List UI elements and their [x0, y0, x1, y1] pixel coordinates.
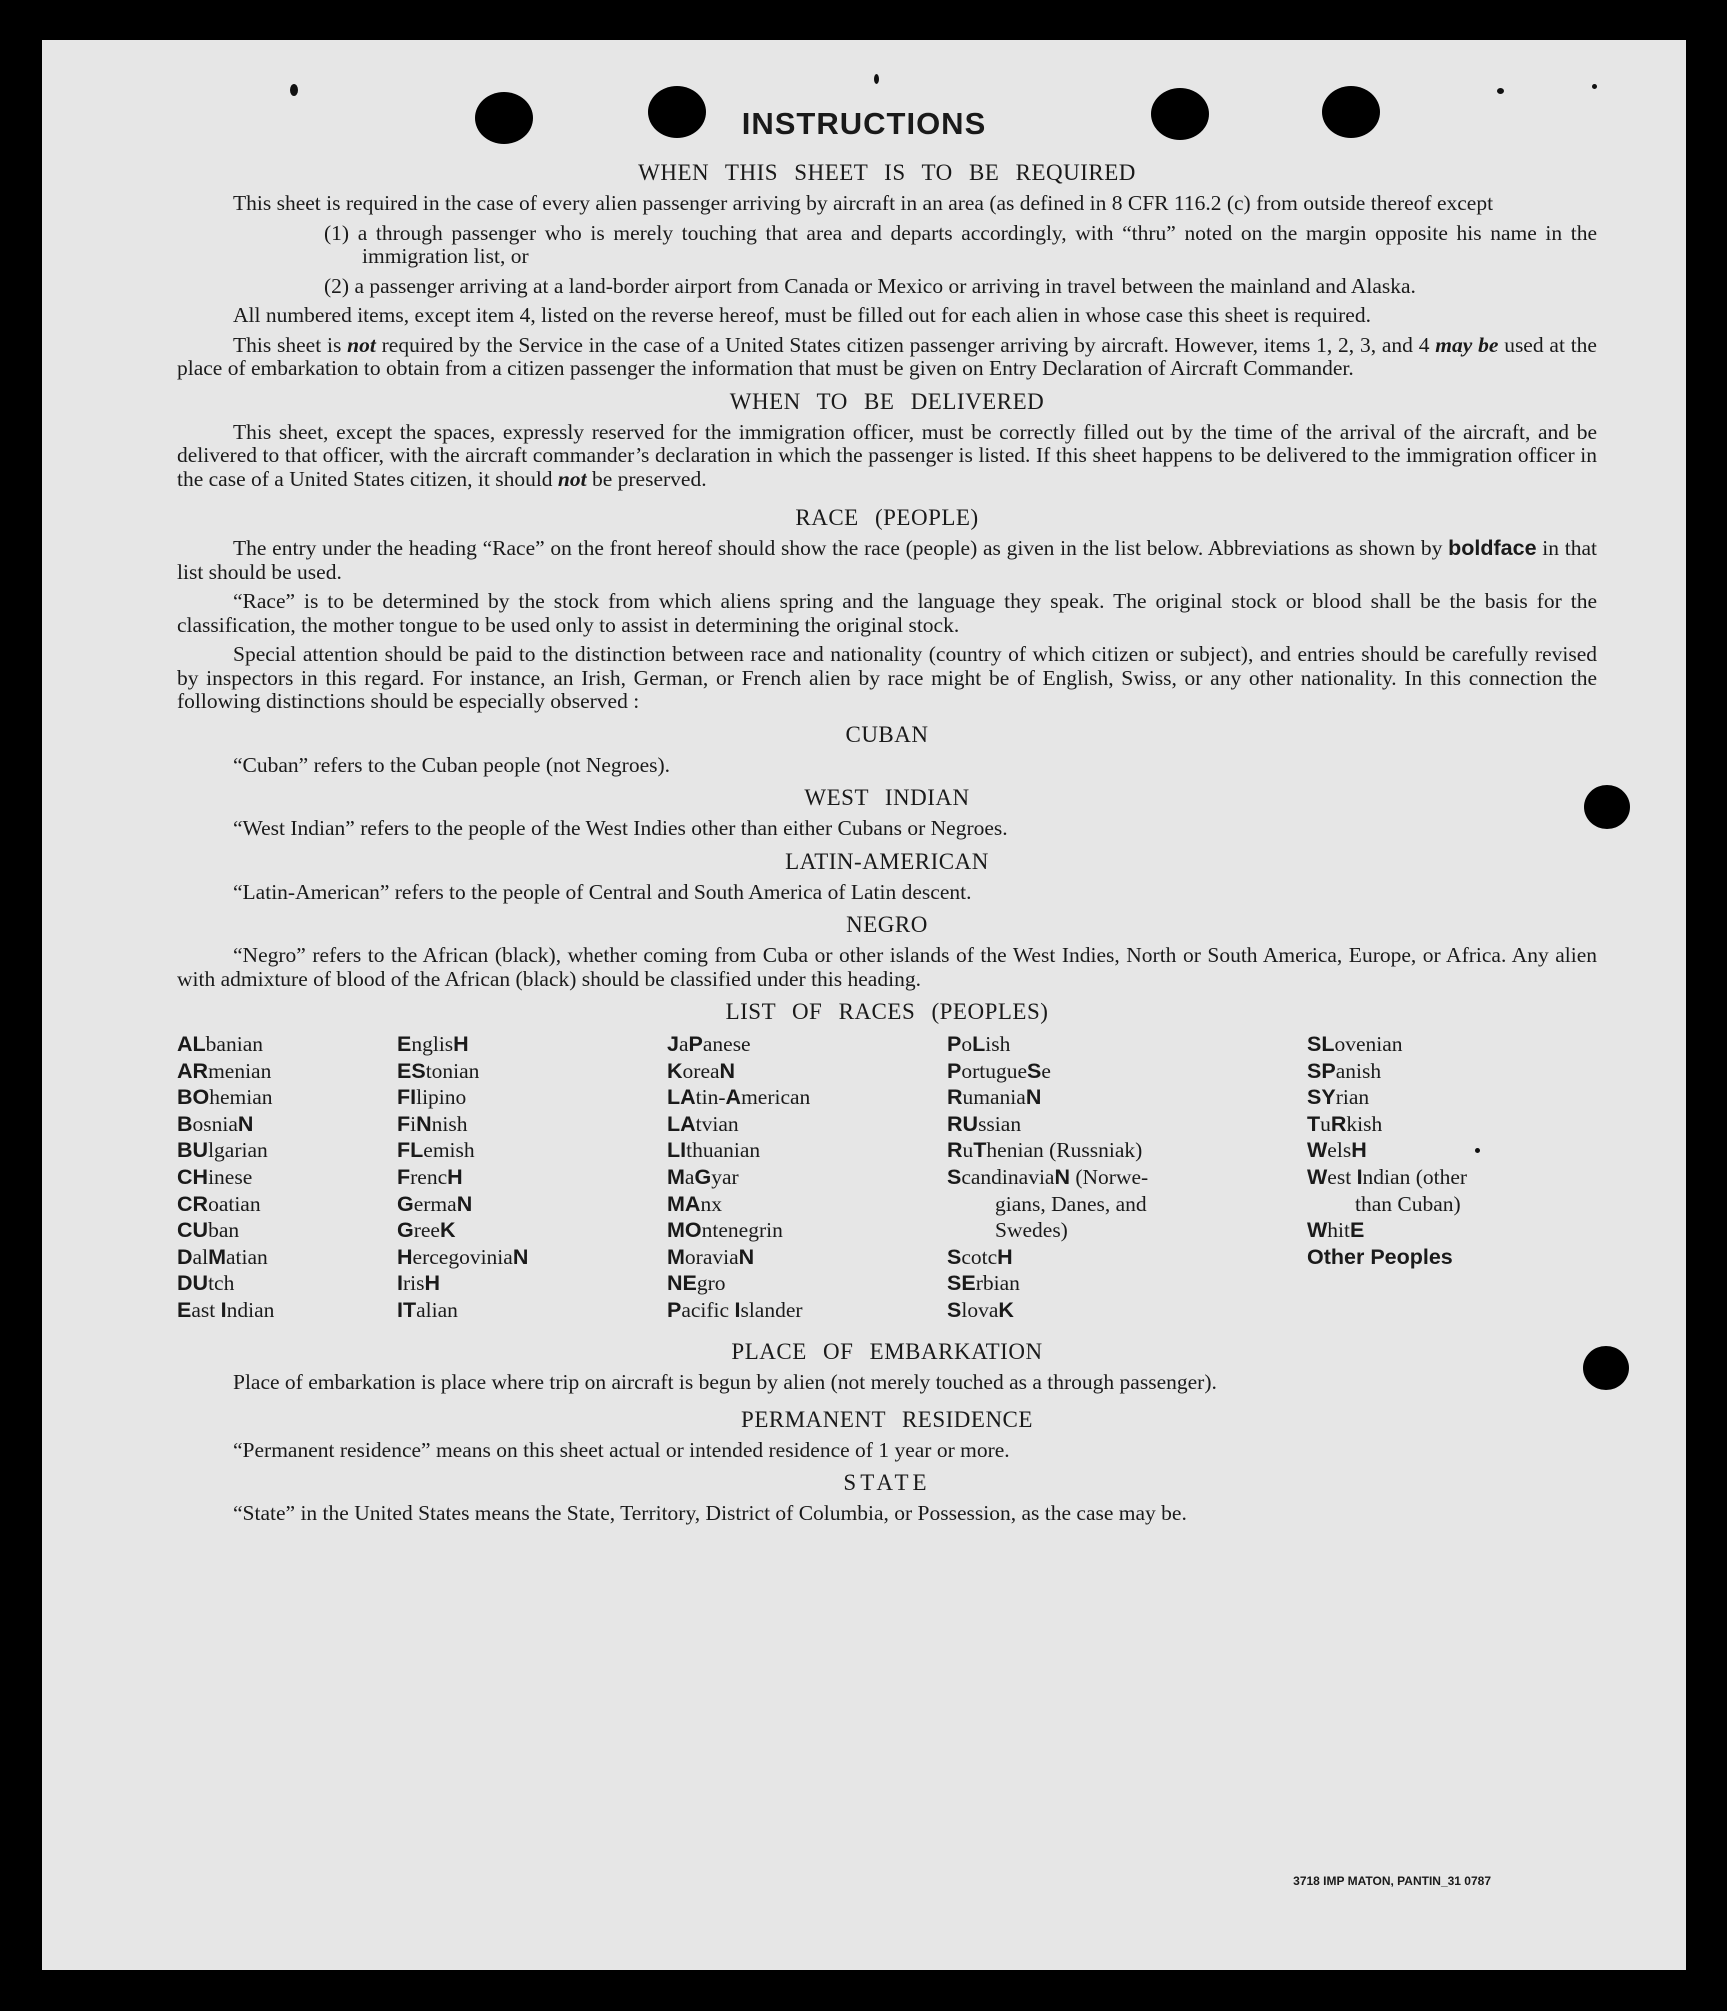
race-entry [667, 1084, 810, 1111]
race-abbrev: W [1307, 1138, 1328, 1163]
race-text: (Norwe- [1070, 1164, 1149, 1189]
race-text: ris [402, 1271, 425, 1296]
race-abbrev: N [512, 1244, 529, 1269]
speck [1497, 88, 1504, 94]
races-column [947, 1031, 1148, 1324]
race-entry [1307, 1031, 1467, 1058]
race-abbrev: H [424, 1271, 441, 1296]
race-entry [947, 1137, 1148, 1164]
race-text: slander [740, 1297, 803, 1322]
race-text: u [962, 1138, 974, 1163]
race-text: henian (Russniak) [986, 1138, 1143, 1163]
race-entry [177, 1244, 274, 1271]
race-abbrev: R [947, 1138, 963, 1163]
race-text: ntenegrin [701, 1218, 783, 1243]
definition-embarkation: Place of embarkation is place where trip on aircraft is begun by alien (not merely touched as a through passenger). [233, 1370, 1217, 1394]
race-entry [947, 1164, 1148, 1191]
race-abbrev: P [688, 1032, 703, 1056]
race-abbrev: MO [667, 1218, 702, 1243]
race-abbrev: N [416, 1111, 432, 1136]
race-text: osnia [192, 1111, 238, 1136]
race-entry [397, 1137, 528, 1164]
heading-cuban: CUBAN [845, 721, 929, 747]
race-entry [1307, 1217, 1467, 1244]
race-text: ree [413, 1218, 440, 1243]
race-entry [1307, 1191, 1467, 1218]
race-text: kish [1346, 1111, 1383, 1136]
race-text: gro [696, 1271, 726, 1296]
race-text: a [684, 1164, 695, 1189]
race-text: acific [681, 1297, 735, 1322]
race-abbrev: FI [397, 1085, 417, 1110]
speck [290, 84, 298, 96]
race-text: lgarian [208, 1138, 268, 1163]
race-abbrev: MA [667, 1191, 701, 1216]
race-abbrev: N [1025, 1085, 1042, 1110]
definition-state: “State” in the United States means the State, Territory, District of Columbia, or Possession, as the case may be. [233, 1501, 1187, 1525]
race-text: thuanian [686, 1138, 761, 1163]
race-abbrev: BU [177, 1138, 209, 1163]
race-entry [1307, 1244, 1467, 1271]
definition-permanent-residence: “Permanent residence” means on this sheet actual or intended residence of 1 year or more. [233, 1437, 1010, 1462]
race-abbrev: W [1307, 1164, 1328, 1189]
race-abbrev: S [947, 1297, 962, 1322]
race-text: e [1041, 1058, 1051, 1083]
race-abbrev: T [1307, 1111, 1321, 1136]
race-entry [667, 1244, 810, 1271]
race-abbrev: J [667, 1032, 679, 1056]
race-text: lipino [416, 1085, 467, 1110]
race-text: merican [741, 1085, 811, 1110]
race-abbrev: CH [177, 1164, 209, 1189]
race-abbrev: M [208, 1244, 226, 1269]
race-abbrev: ES [397, 1058, 426, 1083]
race-text: a [678, 1032, 689, 1056]
race-entry [177, 1111, 274, 1138]
races-list [177, 1031, 1597, 1331]
race-text: ish [985, 1032, 1011, 1056]
race-text: Swedes) [995, 1218, 1068, 1243]
race-abbrev: LA [667, 1085, 696, 1110]
race-abbrev: BO [177, 1085, 210, 1110]
race-entry [177, 1164, 274, 1191]
race-abbrev: K [998, 1297, 1014, 1322]
definition-west-indian: “West Indian” refers to the people of the West Indies other than either Cubans or Negroes. [233, 816, 1008, 840]
paragraph-delivered: This sheet, except the spaces, expressly reserved for the immigration officer, must be correctly filled out by the time of the arrival of the aircraft, and be delivered to that officer, with the aircraft commander’s declaration in which the passenger is listed. If this sheet happens to be delivered to the immigration officer in the case of a United States citizen, it should not be preserved. [177, 419, 1597, 491]
race-entry [177, 1137, 274, 1164]
paragraph-race-entry: The entry under the heading “Race” on the front hereof should show the race (people) as given in the list below. Abbreviations as shown by boldface in that list should be used. [177, 536, 1598, 584]
race-text: renc [410, 1164, 448, 1189]
race-entry [177, 1270, 274, 1297]
race-text: ast [191, 1297, 221, 1322]
race-entry [177, 1084, 274, 1111]
race-abbrev: FL [397, 1138, 424, 1163]
race-text: ercegovinia [412, 1244, 513, 1269]
race-entry [397, 1111, 528, 1138]
race-entry [397, 1270, 528, 1297]
race-entry [947, 1111, 1148, 1138]
race-text: candinavia [961, 1164, 1055, 1189]
race-abbrev: CR [177, 1191, 209, 1216]
race-text: ortugue [961, 1058, 1028, 1083]
race-text: orea [682, 1058, 720, 1083]
race-entry [1307, 1164, 1467, 1191]
race-abbrev: SP [1307, 1058, 1336, 1083]
race-text: lova [961, 1297, 999, 1322]
race-abbrev: W [1307, 1218, 1328, 1243]
race-text: rbian [975, 1271, 1020, 1296]
race-abbrev: H [997, 1244, 1013, 1269]
race-text: alian [416, 1297, 458, 1322]
race-text: umania [962, 1085, 1026, 1110]
race-abbrev: NE [667, 1271, 697, 1296]
heading-list-of-races: LIST OF RACES (PEOPLES) [725, 999, 1049, 1024]
race-abbrev: I [397, 1271, 403, 1296]
definition-cuban: “Cuban” refers to the Cuban people (not Negroes). [233, 752, 671, 777]
exception-item-2: (2) a passenger arriving at a land-border airport from Canada or Mexico or arriving in travel between the mainland and Alaska. [324, 273, 1416, 298]
race-abbrev: M [667, 1164, 685, 1189]
race-entry [667, 1111, 810, 1138]
speck [1592, 84, 1597, 89]
race-text: hemian [209, 1085, 273, 1110]
race-abbrev: F [397, 1111, 411, 1136]
heading-when-required: WHEN THIS SHEET IS TO BE REQUIRED [638, 160, 1136, 185]
race-abbrev: G [397, 1191, 414, 1216]
race-abbrev: I [220, 1297, 227, 1322]
race-text: ndian (other [1362, 1164, 1468, 1189]
race-text: anish [1335, 1058, 1382, 1083]
race-entry [397, 1084, 528, 1111]
race-abbrev: T [973, 1138, 987, 1163]
race-text: banian [205, 1032, 263, 1056]
race-abbrev: RU [947, 1111, 979, 1136]
race-text: oatian [208, 1191, 261, 1216]
race-text: ssian [978, 1111, 1022, 1136]
race-text: ndian [226, 1297, 275, 1322]
race-entry [397, 1058, 528, 1085]
heading-when-delivered: WHEN TO BE DELIVERED [729, 388, 1045, 414]
race-abbrev: SL [1307, 1032, 1335, 1056]
heading-permanent-residence: PERMANENT RESIDENCE [741, 1406, 1033, 1432]
race-abbrev: K [439, 1218, 456, 1243]
definition-latin-american: “Latin-American” refers to the people of Central and South America of Latin descent. [233, 879, 972, 904]
race-abbrev: K [667, 1058, 683, 1083]
race-entry [667, 1137, 810, 1164]
race-text: gians, Danes, and [995, 1191, 1147, 1216]
race-abbrev: I [1356, 1164, 1363, 1189]
race-abbrev: R [1330, 1111, 1347, 1136]
race-text: yar [711, 1164, 739, 1189]
heading-embarkation: PLACE OF EMBARKATION [731, 1339, 1043, 1364]
race-entry [397, 1297, 528, 1324]
race-abbrev: H [453, 1032, 469, 1056]
race-abbrev: SE [947, 1271, 976, 1296]
race-text: oravia [684, 1244, 739, 1269]
race-entry [947, 1244, 1148, 1271]
page-title: INSTRUCTIONS [741, 106, 987, 141]
race-entry [397, 1031, 528, 1058]
race-entry [947, 1031, 1148, 1058]
race-abbrev: P [947, 1058, 962, 1083]
race-text: tvian [695, 1111, 739, 1136]
race-text: nx [700, 1191, 722, 1216]
race-text: anese [702, 1032, 751, 1056]
race-entry [667, 1191, 810, 1218]
race-abbrev: N [237, 1111, 254, 1136]
race-text: inese [208, 1164, 253, 1189]
race-entry [667, 1031, 810, 1058]
race-entry [947, 1297, 1148, 1324]
race-entry [177, 1217, 274, 1244]
races-column [1307, 1031, 1467, 1270]
race-abbrev: S [947, 1244, 962, 1269]
document-sheet [42, 40, 1686, 1970]
speck [874, 74, 879, 84]
race-entry [667, 1217, 810, 1244]
race-entry [667, 1058, 810, 1085]
race-abbrev: E [1350, 1218, 1365, 1243]
race-text: est [1327, 1164, 1357, 1189]
race-abbrev: N [738, 1244, 755, 1269]
race-abbrev: AR [177, 1058, 209, 1083]
race-text: emish [423, 1138, 475, 1163]
race-text: atian [225, 1244, 268, 1269]
race-text: o [961, 1032, 973, 1056]
race-abbrev: E [177, 1297, 192, 1322]
race-text: ovenian [1334, 1032, 1403, 1056]
race-text: tch [208, 1271, 235, 1296]
paragraph-race-nationality: Special attention should be paid to the distinction between race and nationality (country of which citizen or subject), and entries should be carefully revised by inspectors in this regard. For instance, an Irish, German, or French alien by race might be of English, Swiss, or any other nationality. In this connection the following distinctions should be especially observed : [177, 642, 1597, 713]
race-text: tin- [695, 1085, 726, 1110]
race-abbrev: N [456, 1191, 473, 1216]
paragraph-required: This sheet is required in the case of every alien passenger arriving by aircraft in an area (as defined in 8 CFR 116.2 (c) from outside thereof except [233, 191, 1494, 215]
race-entry [1307, 1111, 1467, 1138]
race-abbrev: H [447, 1164, 463, 1189]
heading-latin-american: LATIN-AMERICAN [785, 848, 989, 874]
heading-race: RACE (PEOPLE) [795, 505, 979, 530]
race-text: els [1327, 1138, 1352, 1163]
race-entry [947, 1058, 1148, 1085]
heading-negro: NEGRO [846, 912, 928, 937]
race-abbrev: E [397, 1032, 412, 1056]
race-abbrev: SY [1307, 1085, 1336, 1110]
races-column [667, 1031, 810, 1324]
race-abbrev: R [947, 1085, 963, 1110]
race-text: ban [208, 1218, 240, 1243]
race-text: nglis [411, 1032, 454, 1056]
race-abbrev: A [725, 1085, 742, 1110]
race-entry [397, 1164, 528, 1191]
race-abbrev: S [947, 1164, 962, 1189]
race-abbrev: Other Peoples [1307, 1244, 1453, 1269]
races-column [397, 1031, 528, 1324]
race-entry [947, 1217, 1148, 1244]
race-entry [177, 1031, 274, 1058]
heading-west-indian: WEST INDIAN [804, 785, 970, 810]
race-entry [667, 1164, 810, 1191]
races-column [177, 1031, 274, 1324]
race-entry [177, 1058, 274, 1085]
race-abbrev: DU [177, 1271, 209, 1296]
race-abbrev: L [972, 1032, 986, 1056]
race-text: rian [1335, 1085, 1370, 1110]
race-abbrev: LI [667, 1138, 687, 1163]
race-entry [947, 1084, 1148, 1111]
paragraph-numbered-items: All numbered items, except item 4, listed on the reverse hereof, must be filled out for each alien in whose case this sheet is required. [233, 303, 1371, 327]
printer-imprint: 3718 IMP MATON, PANTIN_31 0787 [1293, 1874, 1491, 1888]
race-abbrev: D [177, 1244, 193, 1269]
race-abbrev: P [947, 1032, 962, 1056]
race-abbrev: N [719, 1058, 736, 1083]
race-entry [177, 1297, 274, 1324]
race-abbrev: G [694, 1164, 712, 1189]
definition-negro: “Negro” refers to the African (black), whether coming from Cuba or other islands of the West Indies, North or South America, Europe, or Africa. Any alien with admixture of blood of the African (black) should be classified under this heading. [177, 943, 1597, 991]
race-text: than Cuban) [1355, 1191, 1461, 1216]
race-abbrev: S [1027, 1058, 1042, 1083]
race-text: u [1320, 1111, 1331, 1136]
race-entry [1307, 1084, 1467, 1111]
race-abbrev: CU [177, 1218, 209, 1243]
paragraph-race-stock: “Race” is to be determined by the stock from which aliens spring and the language they speak. The original stock or blood shall be the basis for the classification, the mother tongue to be used only to assist in determining the original stock. [177, 589, 1597, 637]
race-entry [1307, 1058, 1467, 1085]
race-text: cotc [961, 1244, 998, 1269]
race-entry [1307, 1137, 1467, 1164]
race-entry [397, 1191, 528, 1218]
race-text: hit [1327, 1218, 1350, 1243]
race-entry [667, 1270, 810, 1297]
race-abbrev: H [397, 1244, 413, 1269]
race-abbrev: G [397, 1218, 414, 1243]
race-text: menian [208, 1058, 272, 1083]
race-abbrev: F [397, 1164, 411, 1189]
race-entry [397, 1244, 528, 1271]
race-text: tonian [425, 1058, 480, 1083]
race-entry [947, 1191, 1148, 1218]
race-abbrev: P [667, 1297, 682, 1322]
race-abbrev: H [1351, 1138, 1367, 1163]
race-text: i [410, 1111, 417, 1136]
race-entry [667, 1297, 810, 1324]
race-text: erma [413, 1191, 457, 1216]
race-text: nish [431, 1111, 468, 1136]
race-abbrev: LA [667, 1111, 696, 1136]
race-text: al [192, 1244, 209, 1269]
race-abbrev: AL [177, 1032, 206, 1056]
race-abbrev: N [1054, 1164, 1070, 1189]
race-entry [397, 1217, 528, 1244]
instructions-body [177, 152, 1597, 1532]
race-entry [177, 1191, 274, 1218]
heading-state: STATE [843, 1470, 931, 1495]
race-abbrev: M [667, 1244, 685, 1269]
paragraph-citizen: This sheet is not required by the Service in the case of a United States citizen passenger arriving by aircraft. However, items 1, 2, 3, and 4 may be used at the place of embarkation to obtain from a citizen passenger the information that must be given on Entry Declaration of Aircraft Commander. [177, 332, 1597, 380]
race-abbrev: IT [397, 1297, 417, 1322]
race-abbrev: I [734, 1297, 741, 1322]
race-entry [947, 1270, 1148, 1297]
exception-item-1: (1) a through passenger who is merely touching that area and departs accordingly, with “thru” noted on the margin opposite his name in the immigration list, or [324, 220, 1597, 268]
race-abbrev: B [177, 1111, 193, 1136]
